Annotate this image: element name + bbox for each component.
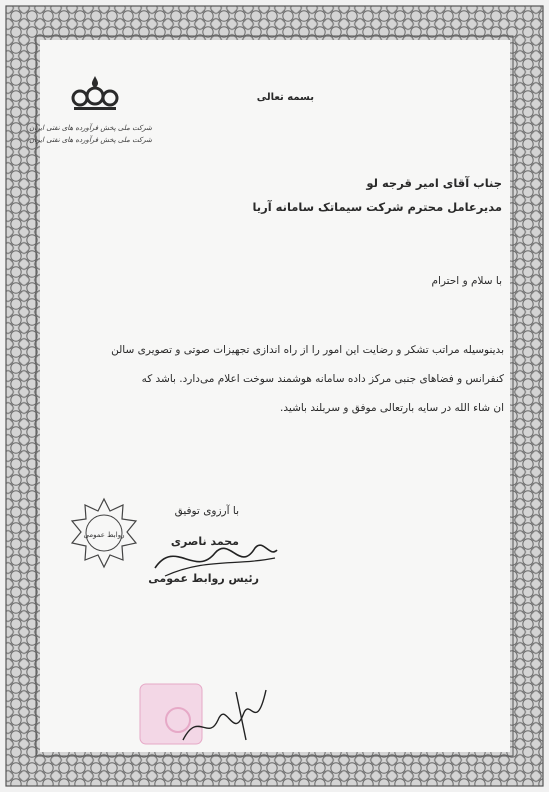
signatory-title: رئیس روابط عمومی [148,572,259,585]
recipient-name: جناب آقای امیر قرجه لو [366,176,502,190]
oil-company-logo-icon [70,72,120,112]
stamp-label: روابط عمومی [83,531,125,539]
official-seal-icon [68,497,140,569]
receipt-stamp-icon [138,680,283,750]
recipient-title: مدیرعامل محترم شرکت سیماتک سامانه آریا [252,200,502,214]
body-line-2: کنفرانس و فضاهای جنبی مرکز داده سامانه هوشمند سوخت اعلام می‌دارد. باشد که [141,373,504,385]
closing-phrase: با آرزوی توفیق [174,505,239,517]
logo-caption-line-1: شرکت ملی پخش فرآورده های نفتی ایران [29,124,152,132]
handwritten-signature-icon [145,528,285,588]
body-line-1: بدینوسیله مراتب تشکر و رضایت این امور را از راه اندازی تجهیزات صوتی و تصویری سالن [111,344,504,356]
letter-heading: بسمه تعالی [256,92,314,103]
body-line-3: ان شاء الله در سایه بارتعالی موفق و سربلند باشید. [280,402,504,414]
logo-caption [29,122,152,158]
greeting: با سلام و احترام [431,275,502,287]
signatory-name: محمد ناصری [170,535,239,548]
logo-caption-line-2: شرکت ملی پخش فرآورده های نفتی ایران [29,136,152,144]
